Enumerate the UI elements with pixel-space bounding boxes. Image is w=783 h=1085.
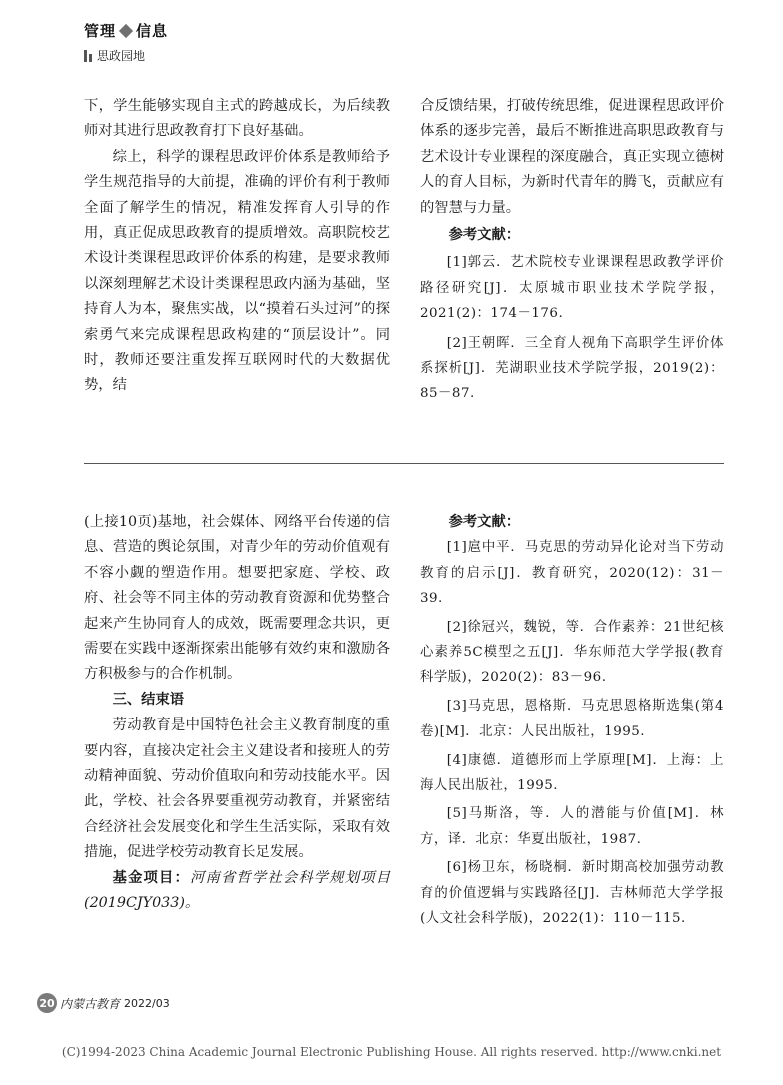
section-heading: 三、结束语 — [112, 691, 185, 708]
reference-item: [2]王朝晖．三全育人视角下高职学生评价体系探析[J]．芜湖职业技术学院学报，2019(2)：85－87. — [420, 335, 724, 402]
section-name: 思政园地 — [97, 49, 146, 63]
paragraph: (上接10页)基地，社会媒体、网络平台传递的信息、营造的舆论氛围，对青少年的劳动价值观有不容小觑的塑造作用。想要把家庭、学校、政府、社会等不同主体的劳动教育资源和优势整合起来产生协同育人的成效，既需要理念共识，更需要在实践中逐渐探索出能够有效约束和激励各方积极参与的合作机制。 — [84, 514, 390, 683]
reference-item: [5]马斯洛，等．人的潜能与价值[M]．林方，译．北京：华夏出版社，1987. — [420, 806, 724, 847]
page-number: 20 — [37, 993, 57, 1013]
fund-note — [84, 866, 390, 917]
section-label — [84, 47, 168, 64]
references-heading: 参考文献： — [448, 514, 521, 530]
section-divider — [84, 463, 724, 464]
paragraph: 下，学生能够实现自主式的跨越成长，为后续教师对其进行思政教育打下良好基础。 — [84, 98, 390, 140]
journal-name: 内蒙古教育 — [60, 996, 121, 1011]
bar-chart-icon — [84, 50, 87, 62]
references-heading: 参考文献： — [448, 227, 521, 244]
lower-left-column — [84, 510, 390, 917]
lower-right-column — [420, 510, 724, 932]
paragraph: 劳动教育是中国特色社会主义教育制度的重要内容，直接决定社会主义建设者和接班人的劳动精神面貌、劳动价值取向和劳动技能水平。因此，学校、社会各界要重视劳动教育，并紧密结合经济社会发展变化和学生生活实际，采取有效措施，促进学校劳动教育长足发展。 — [84, 717, 390, 861]
column-title — [84, 20, 168, 41]
column-title-right: 信息 — [136, 22, 169, 40]
copyright-notice: (C)1994-2023 China Academic Journal Electronic Publishing House. All rights reserved. http://www.cnki.net — [61, 1045, 722, 1059]
diamond-icon — [119, 23, 133, 37]
fund-label: 基金项目： — [112, 869, 190, 886]
journal-issue: 2022/03 — [124, 996, 170, 1010]
fund-text: 河南省哲学社会科学规划项目(2019CJY033)。 — [84, 869, 391, 912]
column-title-left: 管理 — [84, 22, 117, 40]
running-header — [84, 20, 168, 64]
paragraph: 合反馈结果，打破传统思维，促进课程思政评价体系的逐步完善，最后不断推进高职思政教育与艺术设计专业课程的深度融合，真正实现立德树人的育人目标，为新时代青年的腾飞，贡献应有的智慧与力量。 — [420, 98, 724, 216]
bar-chart-icon-small — [89, 54, 92, 62]
reference-item: [1]扈中平．马克思的劳动异化论对当下劳动教育的启示[J]．教育研究，2020(12)：31－39. — [420, 540, 724, 607]
reference-item: [2]徐冠兴，魏锐，等．合作素养：21世纪核心素养5C模型之五[J]．华东师范大学学报(教育科学版)，2020(2)：83－96. — [420, 619, 724, 686]
reference-item: [6]杨卫东，杨晓桐．新时期高校加强劳动教育的价值逻辑与实践路径[J]．吉林师范大学学报(人文社会科学版)，2022(1)：110－115. — [420, 860, 724, 927]
reference-item: [1]郭云．艺术院校专业课课程思政教学评价路径研究[J]．太原城市职业技术学院学报，2021(2)：174－176. — [420, 255, 724, 322]
upper-right-column — [420, 94, 724, 407]
reference-item: [3]马克思，恩格斯．马克思恩格斯选集(第4卷)[M]．北京：人民出版社，1995. — [420, 698, 724, 740]
paragraph: 综上，科学的课程思政评价体系是教师给予学生规范指导的大前提，准确的评价有利于教师全面了解学生的情况，精准发挥育人引导的作用，真正促成思政教育的提质增效。高职院校艺术设计类课程思政评价体系的构建，是要求教师以深刻理解艺术设计类课程思政内涵为基础，坚持育人为本，聚焦实战，以“摸着石头过河”的探索勇气来完成课程思政构建的“顶层设计”。同时，教师还要注重发挥互联网时代的大数据优势，结 — [84, 148, 390, 394]
reference-item: [4]康德．道德形而上学原理[M]．上海：上海人民出版社，1995. — [420, 752, 724, 794]
page-footer — [37, 993, 170, 1013]
upper-left-column — [84, 94, 390, 399]
